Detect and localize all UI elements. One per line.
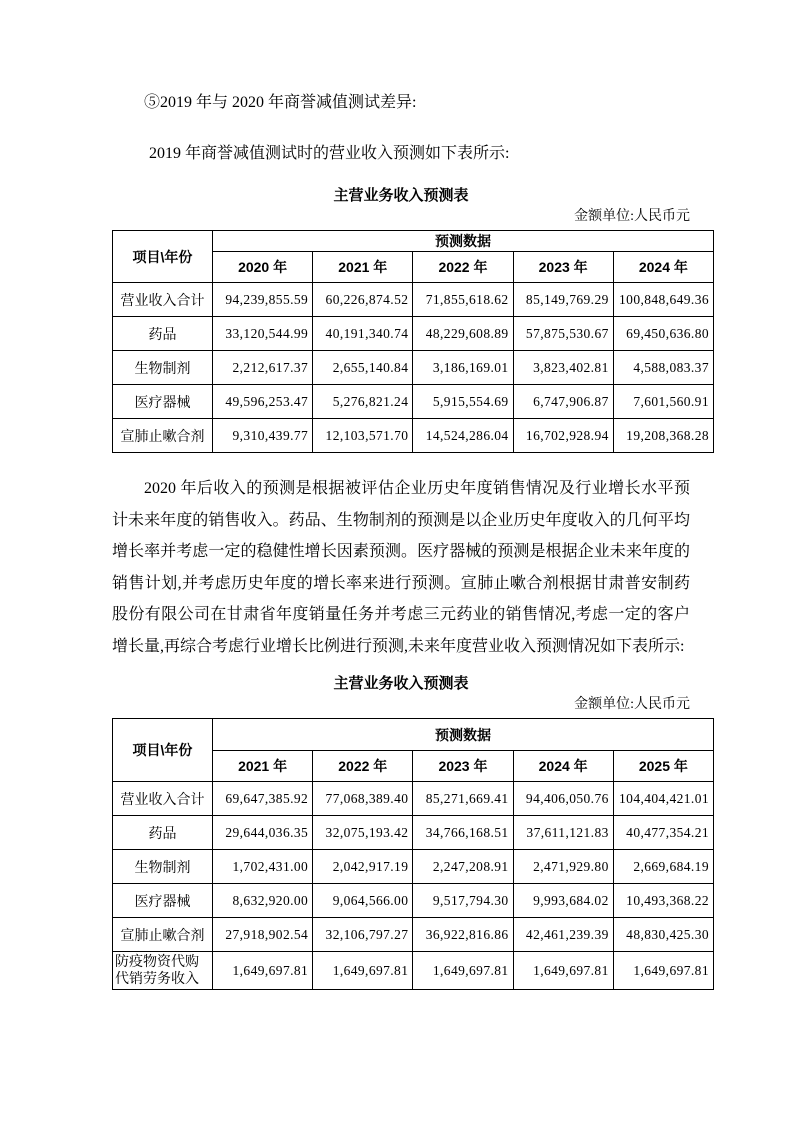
value-cell: 33,120,544.99 bbox=[213, 317, 313, 351]
value-cell: 85,271,669.41 bbox=[413, 782, 513, 816]
corner-header-cell: 项目\年份 bbox=[113, 231, 213, 283]
row-label-cell: 药品 bbox=[113, 317, 213, 351]
value-cell: 69,450,636.80 bbox=[613, 317, 713, 351]
value-cell: 2,247,208.91 bbox=[413, 850, 513, 884]
value-cell: 2,471,929.80 bbox=[513, 850, 613, 884]
value-cell: 104,404,421.01 bbox=[613, 782, 713, 816]
value-cell: 6,747,906.87 bbox=[513, 385, 613, 419]
row-label-cell: 药品 bbox=[113, 816, 213, 850]
section-heading: ⑤2019 年与 2020 年商誉减值测试差异: bbox=[144, 94, 417, 111]
value-cell: 100,848,649.36 bbox=[613, 283, 713, 317]
value-cell: 49,596,253.47 bbox=[213, 385, 313, 419]
corner-header-cell: 项目\年份 bbox=[113, 719, 213, 782]
value-cell: 77,068,389.40 bbox=[313, 782, 413, 816]
year-header-cell: 2025 年 bbox=[613, 751, 713, 782]
value-cell: 8,632,920.00 bbox=[213, 884, 313, 918]
forecast-table-2020 bbox=[112, 718, 714, 990]
value-cell: 16,702,928.94 bbox=[513, 419, 613, 453]
value-cell: 2,655,140.84 bbox=[313, 351, 413, 385]
value-cell: 32,106,797.27 bbox=[313, 918, 413, 952]
value-cell: 69,647,385.92 bbox=[213, 782, 313, 816]
intro-text: 2019 年商誉减值测试时的营业收入预测如下表所示: bbox=[149, 145, 510, 162]
table2-title: 主营业务收入预测表 bbox=[333, 675, 469, 692]
year-header-cell: 2024 年 bbox=[513, 751, 613, 782]
value-cell: 12,103,571.70 bbox=[313, 419, 413, 453]
value-cell: 48,229,608.89 bbox=[413, 317, 513, 351]
value-cell: 1,649,697.81 bbox=[313, 952, 413, 990]
value-cell: 3,823,402.81 bbox=[513, 351, 613, 385]
row-label-cell: 营业收入合计 bbox=[113, 782, 213, 816]
value-cell: 60,226,874.52 bbox=[313, 283, 413, 317]
value-cell: 19,208,368.28 bbox=[613, 419, 713, 453]
value-cell: 37,611,121.83 bbox=[513, 816, 613, 850]
value-cell: 40,477,354.21 bbox=[613, 816, 713, 850]
value-cell: 40,191,340.74 bbox=[313, 317, 413, 351]
row-label-cell: 生物制剂 bbox=[113, 351, 213, 385]
year-header-cell: 2021 年 bbox=[313, 252, 413, 283]
row-label-cell: 医疗器械 bbox=[113, 884, 213, 918]
value-cell: 94,239,855.59 bbox=[213, 283, 313, 317]
table2-unit-note: 金额单位:人民币元 bbox=[574, 697, 690, 712]
table1-title: 主营业务收入预测表 bbox=[333, 187, 469, 204]
value-cell: 1,649,697.81 bbox=[613, 952, 713, 990]
value-cell: 1,649,697.81 bbox=[413, 952, 513, 990]
year-header-cell: 2024 年 bbox=[613, 252, 713, 283]
value-cell: 7,601,560.91 bbox=[613, 385, 713, 419]
year-header-cell: 2022 年 bbox=[413, 252, 513, 283]
value-cell: 1,702,431.00 bbox=[213, 850, 313, 884]
value-cell: 2,212,617.37 bbox=[213, 351, 313, 385]
year-header-cell: 2021 年 bbox=[213, 751, 313, 782]
row-label-cell: 营业收入合计 bbox=[113, 283, 213, 317]
body-paragraph: 2020 年后收入的预测是根据被评估企业历史年度销售情况及行业增长水平预计未来年度的销售收入。药品、生物制剂的预测是以企业历史年度收入的几何平均增长率并考虑一定的稳健性增长因素预测。医疗器械的预测是根据企业未来年度的销售计划,并考虑历史年度的增长率来进行预测。宣肺止嗽合剂根据甘肃普安制药股份有限公司在甘肃省年度销量任务并考虑三元药业的销售情况,考虑一定的客户增长量,再综合考虑行业增长比例进行预测,未来年度营业收入预测情况如下表所示: bbox=[112, 480, 690, 655]
year-header-cell: 2023 年 bbox=[413, 751, 513, 782]
forecast-group-header: 预测数据 bbox=[213, 719, 714, 751]
value-cell: 14,524,286.04 bbox=[413, 419, 513, 453]
value-cell: 2,669,684.19 bbox=[613, 850, 713, 884]
value-cell: 3,186,169.01 bbox=[413, 351, 513, 385]
value-cell: 71,855,618.62 bbox=[413, 283, 513, 317]
year-header-cell: 2023 年 bbox=[513, 252, 613, 283]
value-cell: 9,064,566.00 bbox=[313, 884, 413, 918]
table1-unit-note: 金额单位:人民币元 bbox=[574, 209, 690, 224]
value-cell: 10,493,368.22 bbox=[613, 884, 713, 918]
row-label-cell: 宣肺止嗽合剂 bbox=[113, 419, 213, 453]
value-cell: 5,276,821.24 bbox=[313, 385, 413, 419]
value-cell: 29,644,036.35 bbox=[213, 816, 313, 850]
value-cell: 94,406,050.76 bbox=[513, 782, 613, 816]
row-label-cell: 生物制剂 bbox=[113, 850, 213, 884]
value-cell: 9,993,684.02 bbox=[513, 884, 613, 918]
value-cell: 4,588,083.37 bbox=[613, 351, 713, 385]
value-cell: 48,830,425.30 bbox=[613, 918, 713, 952]
value-cell: 34,766,168.51 bbox=[413, 816, 513, 850]
value-cell: 42,461,239.39 bbox=[513, 918, 613, 952]
value-cell: 1,649,697.81 bbox=[513, 952, 613, 990]
value-cell: 9,517,794.30 bbox=[413, 884, 513, 918]
value-cell: 27,918,902.54 bbox=[213, 918, 313, 952]
value-cell: 32,075,193.42 bbox=[313, 816, 413, 850]
value-cell: 2,042,917.19 bbox=[313, 850, 413, 884]
value-cell: 5,915,554.69 bbox=[413, 385, 513, 419]
row-label-cell: 防疫物资代购代销劳务收入 bbox=[113, 952, 213, 990]
value-cell: 1,649,697.81 bbox=[213, 952, 313, 990]
forecast-group-header: 预测数据 bbox=[213, 231, 714, 252]
forecast-table-2019 bbox=[112, 230, 714, 453]
value-cell: 57,875,530.67 bbox=[513, 317, 613, 351]
row-label-cell: 医疗器械 bbox=[113, 385, 213, 419]
year-header-cell: 2022 年 bbox=[313, 751, 413, 782]
value-cell: 85,149,769.29 bbox=[513, 283, 613, 317]
value-cell: 36,922,816.86 bbox=[413, 918, 513, 952]
row-label-cell: 宣肺止嗽合剂 bbox=[113, 918, 213, 952]
year-header-cell: 2020 年 bbox=[213, 252, 313, 283]
value-cell: 9,310,439.77 bbox=[213, 419, 313, 453]
